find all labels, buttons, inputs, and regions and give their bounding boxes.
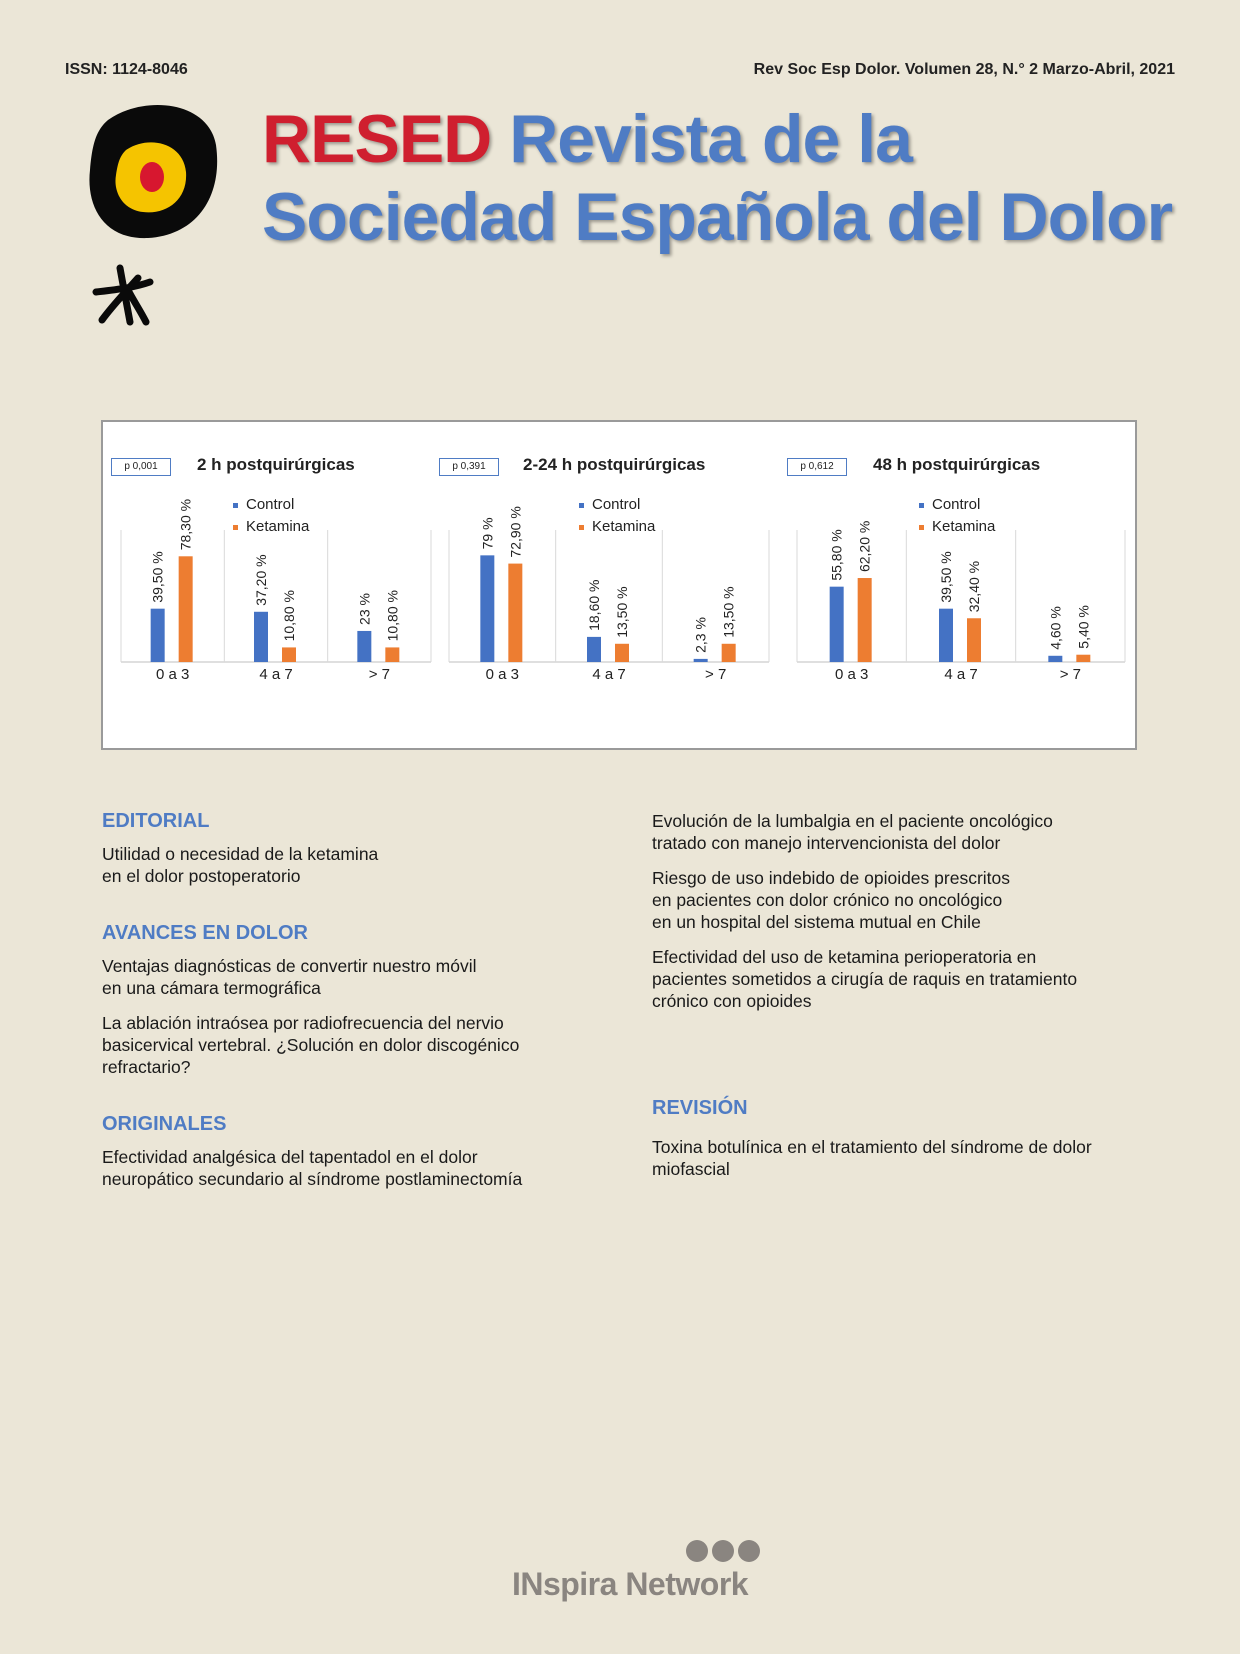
title-acronym: RESED	[262, 101, 492, 177]
category-tick-label: > 7	[368, 666, 390, 683]
title-line2: Sociedad Española del Dolor	[262, 179, 1173, 255]
p-value-badge: p 0,001	[111, 458, 171, 476]
chart-title: 2 h postquirúrgicas	[197, 455, 355, 474]
title-line1: Revista de la	[509, 101, 912, 177]
data-label: 39,50 %	[149, 551, 166, 603]
bar-ketamina	[858, 578, 872, 662]
issn-label: ISSN: 1124-8046	[65, 61, 188, 78]
legend-label: Control	[932, 496, 981, 513]
category-tick-label: 4 a 7	[259, 666, 293, 683]
section-heading-avances: AVANCES EN DOLOR	[102, 922, 308, 944]
publisher-logo	[480, 1540, 780, 1603]
society-logo-icon	[88, 100, 238, 350]
data-label: 18,60 %	[586, 579, 602, 631]
journal-reference: Rev Soc Esp Dolor. Volumen 28, N.° 2 Marzo-Abril, 2021	[753, 61, 1175, 78]
legend-label: Ketamina	[592, 518, 656, 535]
bar-control	[939, 609, 953, 662]
bar-ketamina	[385, 647, 399, 662]
data-label: 32,40 %	[966, 560, 982, 613]
bar-ketamina	[967, 618, 981, 662]
bar-control	[1048, 656, 1062, 662]
toc-right-column	[652, 810, 1152, 1193]
journal-title	[262, 100, 1172, 256]
data-label: 79 %	[479, 517, 496, 550]
chart-panel-2h	[103, 422, 441, 748]
chart-title: 48 h postquirúrgicas	[873, 455, 1041, 474]
legend-control	[233, 494, 309, 516]
bar-ketamina	[179, 556, 193, 662]
article-title[interactable]: Evolución de la lumbalgia en el paciente oncológico tratado con manejo intervencionista del dolor	[652, 811, 1053, 853]
p-value-badge: p 0,612	[787, 458, 847, 476]
data-label: 13,50 %	[720, 586, 737, 638]
article-title[interactable]: Riesgo de uso indebido de opioides prescritos en pacientes con dolor crónico no oncológico en un hospital del sistema mutual en Chile	[652, 868, 1011, 932]
legend-control	[919, 494, 995, 516]
data-label: 10,80 %	[384, 590, 401, 642]
data-label: 62,20 %	[856, 520, 873, 573]
section-heading-revision: REVISIÓN	[652, 1097, 748, 1119]
bar-control	[480, 555, 494, 662]
category-tick-label: > 7	[1059, 666, 1081, 683]
data-label: 72,90 %	[507, 506, 524, 558]
bar-control	[587, 637, 601, 662]
section-heading-originales: ORIGINALES	[102, 1113, 227, 1135]
bar-ketamina	[615, 644, 629, 662]
bar-ketamina	[508, 564, 522, 662]
article-title[interactable]: Ventajas diagnósticas de convertir nuestro móvil en una cámara termográfica	[102, 956, 477, 998]
bar-control	[254, 612, 268, 662]
section-heading-editorial: EDITORIAL	[102, 810, 210, 832]
article-title[interactable]: Efectividad analgésica del tapentadol en el dolor neuropático secundario al síndrome postlaminectomía	[102, 1147, 523, 1189]
cover-figure	[101, 420, 1137, 750]
bar-control	[357, 631, 371, 662]
bar-control	[151, 609, 165, 662]
category-tick-label: 0 a 3	[155, 666, 190, 683]
chart-panel-2-24h	[431, 422, 779, 748]
article-title[interactable]: Efectividad del uso de ketamina perioperatoria en pacientes sometidos a cirugía de raquis en tratamiento crónico con opioides	[652, 947, 1078, 1011]
legend-control	[579, 494, 655, 516]
bar-ketamina	[282, 647, 296, 662]
article-title[interactable]: La ablación intraósea por radiofrecuencia del nervio basicervical vertebral. ¿Solución en dolor discogénico refractario?	[102, 1013, 520, 1077]
category-tick-label: 4 a 7	[944, 666, 978, 683]
bar-control	[694, 659, 708, 662]
category-tick-label: 0 a 3	[834, 666, 869, 683]
data-label: 10,80 %	[281, 590, 297, 642]
data-label: 55,80 %	[828, 529, 845, 581]
data-label: 2,3 %	[692, 617, 709, 653]
data-label: 4,60 %	[1047, 606, 1064, 650]
data-label: 37,20 %	[253, 554, 269, 606]
bar-ketamina	[722, 644, 736, 662]
data-label: 78,30 %	[177, 498, 194, 551]
data-label: 5,40 %	[1075, 605, 1092, 649]
category-tick-label: 4 a 7	[592, 666, 626, 683]
legend-label: Control	[592, 496, 641, 513]
chart-title: 2-24 h postquirúrgicas	[523, 455, 706, 474]
category-tick-label: 0 a 3	[485, 666, 520, 683]
legend-label: Ketamina	[932, 518, 996, 535]
three-dots-icon	[480, 1540, 780, 1562]
data-label: 13,50 %	[614, 586, 630, 638]
p-value-badge: p 0,391	[439, 458, 499, 476]
bar-ketamina	[1076, 655, 1090, 662]
toc-left-column	[102, 810, 582, 1203]
data-label: 23 %	[356, 593, 373, 625]
legend-label: Control	[246, 496, 295, 513]
legend-label: Ketamina	[246, 518, 310, 535]
data-label: 39,50 %	[938, 551, 954, 603]
chart-panel-48h	[779, 422, 1135, 748]
article-title[interactable]: Utilidad o necesidad de la ketamina en el dolor postoperatorio	[102, 844, 379, 886]
publisher-name: INspira Network	[511, 1566, 749, 1602]
bar-control	[830, 587, 844, 662]
category-tick-label: > 7	[705, 666, 727, 683]
article-title[interactable]: Toxina botulínica en el tratamiento del síndrome de dolor miofascial	[652, 1137, 1092, 1179]
